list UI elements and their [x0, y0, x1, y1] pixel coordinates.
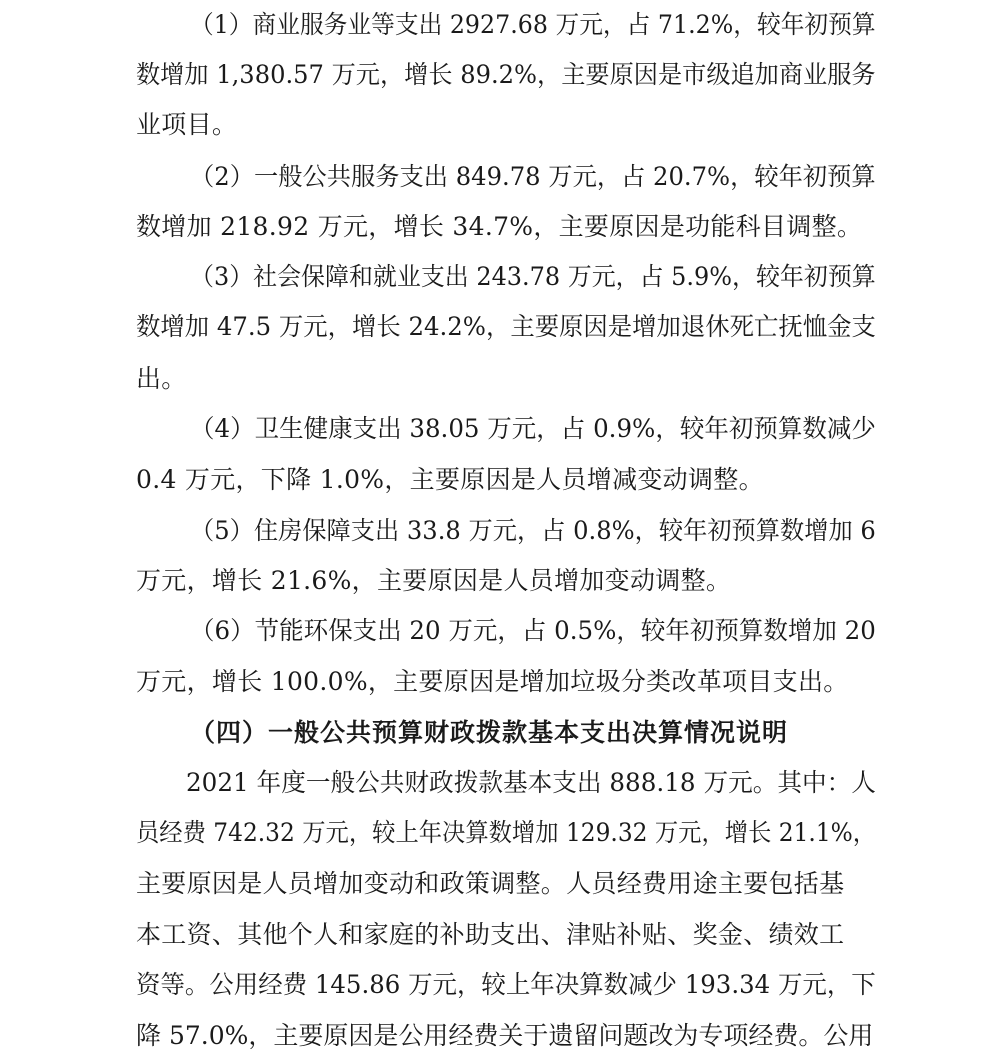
paragraph-7-line-4: 本工资、其他个人和家庭的补助支出、津贴补贴、奖金、绩效工 [136, 920, 845, 949]
paragraph-1-line-3: 业项目。 [136, 110, 238, 139]
paragraph-6-line-1: （6）节能环保支出 20 万元，占 0.5%，较年初预算数增加 20 [190, 616, 876, 645]
paragraph-2-line-1: （2）一般公共服务支出 849.78 万元，占 20.7%，较年初预算 [190, 162, 876, 191]
paragraph-1-line-1: （1）商业服务业等支出 2927.68 万元，占 71.2%，较年初预算 [190, 10, 876, 39]
paragraph-5-line-1: （5）住房保障支出 33.8 万元，占 0.8%，较年初预算数增加 6 [190, 516, 876, 545]
paragraph-7-line-5: 资等。公用经费 145.86 万元，较上年决算数减少 193.34 万元，下 [136, 970, 876, 999]
paragraph-7-line-3: 主要原因是人员增加变动和政策调整。人员经费用途主要包括基 [136, 869, 845, 898]
paragraph-1-line-2: 数增加 1,380.57 万元，增长 89.2%，主要原因是市级追加商业服务 [136, 60, 876, 89]
paragraph-6-line-2: 万元，增长 100.0%，主要原因是增加垃圾分类改革项目支出。 [136, 667, 849, 696]
paragraph-3-line-2: 数增加 47.5 万元，增长 24.2%，主要原因是增加退休死亡抚恤金支 [136, 312, 876, 341]
paragraph-3-line-3: 出。 [136, 364, 187, 393]
paragraph-7-line-2: 员经费 742.32 万元，较上年决算数增加 129.32 万元，增长 21.1%， [136, 818, 877, 847]
paragraph-4-line-1: （4）卫生健康支出 38.05 万元，占 0.9%，较年初预算数减少 [190, 414, 876, 443]
paragraph-5-line-2: 万元，增长 21.6%，主要原因是人员增加变动调整。 [136, 566, 732, 595]
paragraph-2-line-2: 数增加 218.92 万元，增长 34.7%，主要原因是功能科目调整。 [136, 212, 863, 241]
paragraph-3-line-1: （3）社会保障和就业支出 243.78 万元，占 5.9%，较年初预算 [190, 262, 876, 291]
paragraph-7-line-6: 降 57.0%，主要原因是公用经费关于遗留问题改为专项经费。公用 [136, 1021, 874, 1050]
section-heading: （四）一般公共预算财政拨款基本支出决算情况说明 [190, 718, 789, 747]
paragraph-7-line-1: 2021 年度一般公共财政拨款基本支出 888.18 万元。其中：人 [186, 768, 876, 797]
paragraph-4-line-2: 0.4 万元，下降 1.0%，主要原因是人员增减变动调整。 [136, 465, 764, 494]
